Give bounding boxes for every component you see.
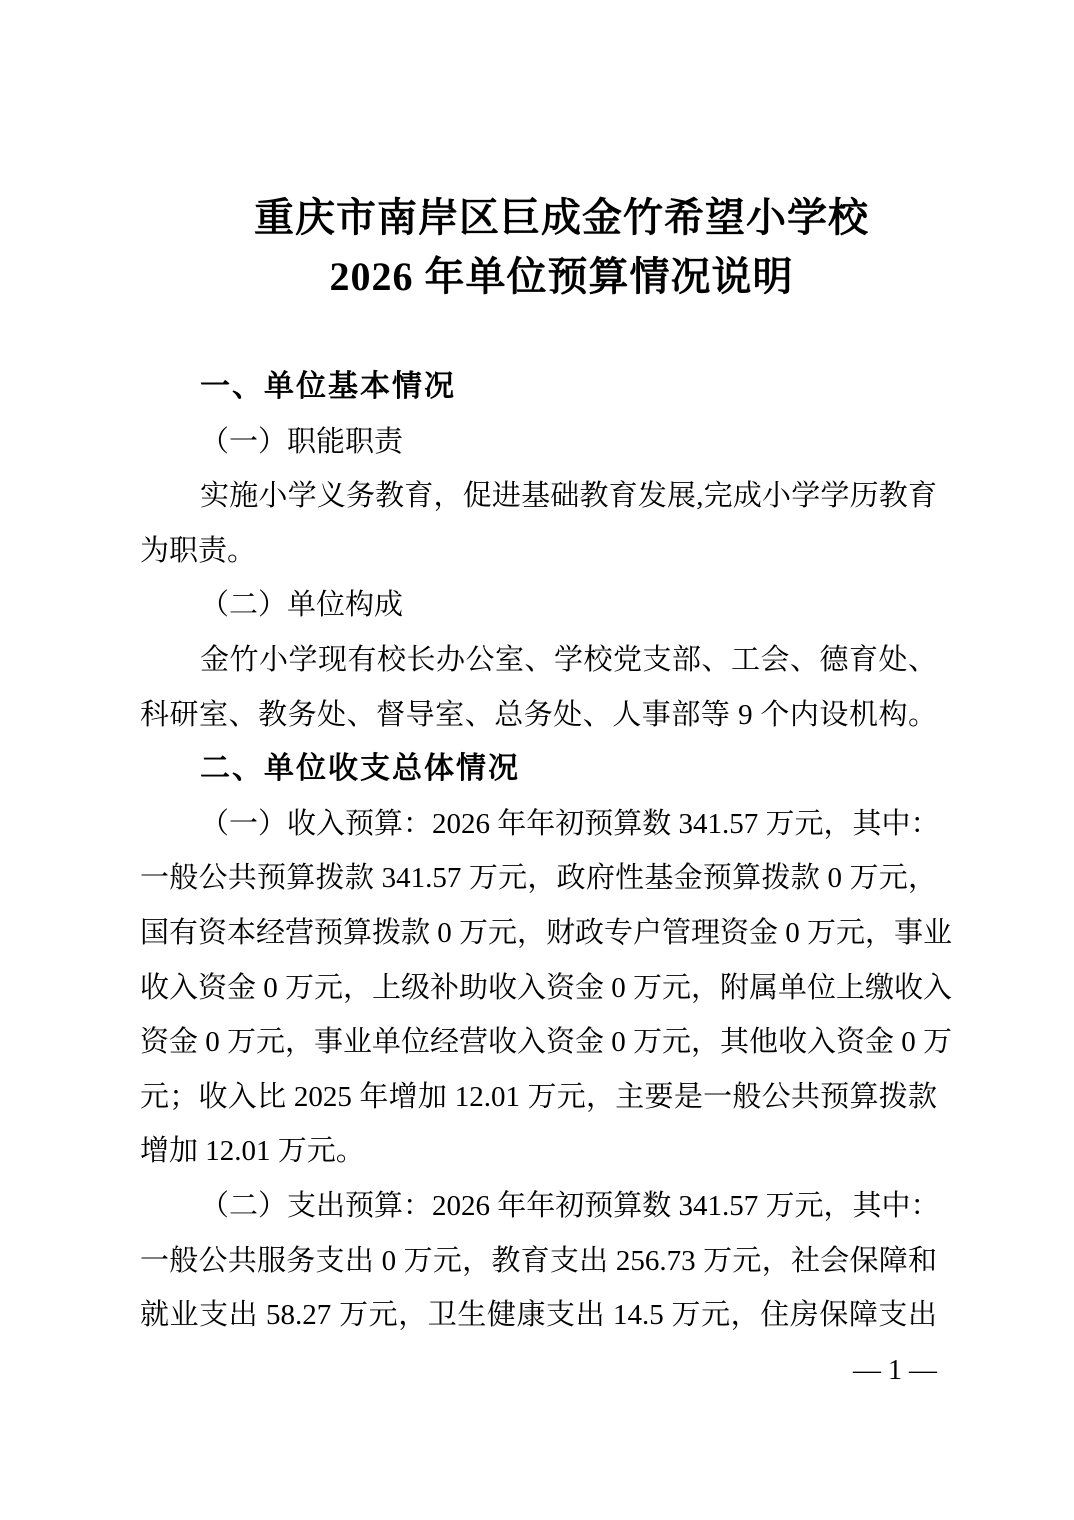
body-line: 资金 0 万元，事业单位经营收入资金 0 万元，其他收入资金 0 万 [140,1026,953,1059]
body-line: 元；收入比 2025 年增加 12.01 万元，主要是一般公共预算拨款 [140,1080,937,1113]
document-title-line-1: 重庆市南岸区巨成金竹希望小学校 [254,195,869,240]
body-line: 就业支出 58.27 万元，卫生健康支出 14.5 万元，住房保障支出 [140,1299,937,1332]
page-number: — 1 — [853,1355,937,1386]
body-line: 一般公共预算拨款 341.57 万元，政府性基金预算拨款 0 万元， [140,862,937,895]
body-line: 收入资金 0 万元，上级补助收入资金 0 万元，附属单位上缴收入 [140,971,953,1004]
body-line: 为职责。 [140,534,257,567]
body-line: 实施小学义务教育，促进基础教育发展,完成小学学历教育 [200,480,937,513]
subsection-1-2-label: （二）单位构成 [200,589,404,622]
body-line: 科研室、教务处、督导室、总务处、人事部等 9 个内设机构。 [140,698,937,731]
document-body [140,360,953,1343]
section-2-heading: 二、单位收支总体情况 [200,752,520,786]
body-line: 增加 12.01 万元。 [140,1135,365,1168]
body-line: 一般公共服务支出 0 万元，教育支出 256.73 万元，社会保障和 [140,1244,937,1277]
document-title-line-2: 2026 年单位预算情况说明 [329,254,794,299]
section-1-heading: 一、单位基本情况 [200,370,456,403]
document-title [140,188,937,306]
subsection-1-1-label: （一）职能职责 [200,425,404,458]
body-line: 金竹小学现有校长办公室、学校党支部、工会、德育处、 [200,643,937,676]
expense-budget-line: （二）支出预算：2026 年年初预算数 341.57 万元，其中： [200,1189,940,1222]
income-budget-line: （一）收入预算：2026 年年初预算数 341.57 万元，其中： [200,807,940,840]
body-line: 国有资本经营预算拨款 0 万元，财政专户管理资金 0 万元，事业 [140,916,953,949]
